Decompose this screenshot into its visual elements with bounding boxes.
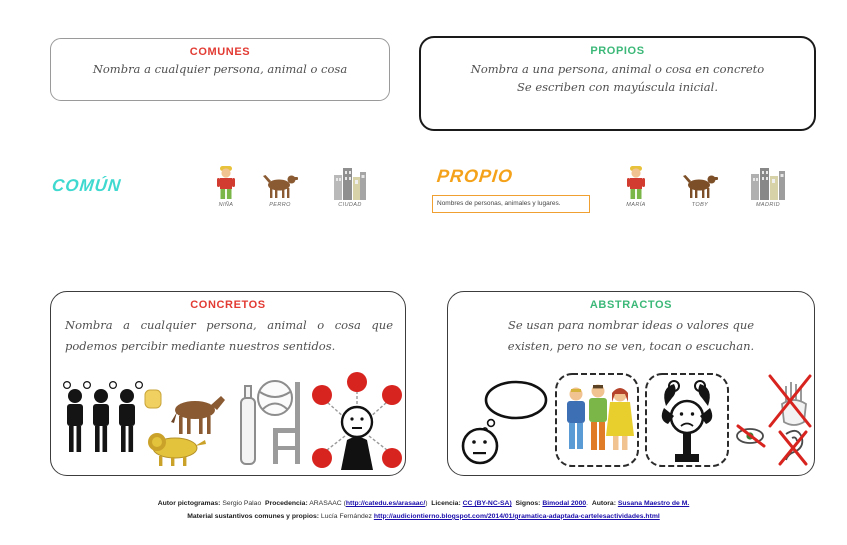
- animals-pictogram-icon: [143, 388, 231, 473]
- pictogram-caption: MARÍA: [626, 202, 646, 208]
- credit-label: Procedencia:: [265, 500, 308, 507]
- comun-example-nina: [198, 164, 254, 208]
- pictogram-caption: CIUDAD: [338, 202, 362, 208]
- propio-note-box: Nombres de personas, animales y lugares.: [432, 195, 590, 213]
- credit-value: ARASAAC (: [307, 500, 346, 507]
- propios-description-line2: Se escriben con mayúscula inicial.: [517, 79, 718, 94]
- concretos-title: CONCRETOS: [190, 299, 266, 311]
- credit-value: ): [425, 500, 432, 507]
- abstractos-title: ABSTRACTOS: [589, 299, 673, 311]
- comunes-description: Nombra a cualquier persona, animal o cosa: [92, 62, 348, 76]
- abstractos-description-line2: existen, pero no se ven, tocan o escuchan.: [507, 338, 755, 353]
- credits-line-1: [40, 498, 807, 511]
- propios-description-line1: Nombra a una persona, animal o cosa en concreto: [470, 62, 765, 76]
- arasaac-link[interactable]: http://catedu.es/arasaac/: [345, 500, 426, 507]
- propio-example-madrid: [740, 164, 796, 208]
- credit-label: Licencia:: [431, 500, 461, 507]
- credit-value: Sergio Palao: [220, 500, 266, 507]
- people-group-pictogram-icon: [59, 380, 143, 475]
- city-pictogram-icon: [322, 164, 378, 200]
- people-values-pictogram-icon: [554, 372, 640, 473]
- propio-label: PROPIO: [436, 166, 515, 186]
- propios-box: [419, 36, 816, 131]
- girl-pictogram-icon: [608, 164, 664, 200]
- concretos-box: [50, 291, 406, 476]
- propio-example-toby: [672, 164, 728, 208]
- dog-pictogram-icon: [672, 164, 728, 200]
- propio-example-maria: [608, 164, 664, 208]
- objects-pictogram-icon: [233, 376, 311, 475]
- abstractos-box: [447, 291, 815, 476]
- bimodal-link[interactable]: Bimodal 2000: [542, 500, 587, 507]
- credit-value: .: [586, 500, 592, 507]
- propios-title: PROPIOS: [590, 45, 645, 57]
- credits-footer: [40, 498, 807, 524]
- girl-pictogram-icon: [198, 164, 254, 200]
- pictogram-caption: PERRO: [269, 202, 291, 208]
- pictogram-caption: NIÑA: [218, 202, 234, 208]
- pictogram-caption: TOBY: [691, 202, 709, 208]
- abstractos-description-line1: Se usan para nombrar ideas o valores que: [507, 318, 755, 332]
- five-senses-pictogram-icon: [311, 370, 403, 475]
- credit-label: Autor pictogramas:: [157, 500, 221, 507]
- pictogram-caption: MADRID: [755, 202, 781, 208]
- concretos-description: Nombra a cualquier persona, animal o cosa que podemos percibir mediante nuestros sentidos.: [65, 318, 393, 353]
- comun-example-perro: [252, 164, 308, 208]
- credit-label: Signos:: [515, 500, 541, 507]
- credit-label: Autora:: [591, 500, 616, 507]
- idea-speech-bubble-pictogram-icon: [458, 376, 550, 473]
- comunes-box: [50, 38, 390, 101]
- credits-line-2: [40, 511, 807, 524]
- comunes-title: COMUNES: [189, 46, 251, 58]
- credit-label: Material sustantivos comunes y propios:: [187, 512, 320, 520]
- license-link[interactable]: CC (BY-NC-SA): [462, 500, 512, 507]
- credit-value: Lucía Fernández: [319, 512, 374, 520]
- material-link[interactable]: http://audiciontierno.blogspot.com/2014/01/gramatica-adaptada-cartelesactividades.html: [373, 512, 660, 520]
- comun-label: COMÚN: [51, 176, 123, 195]
- worry-figure-pictogram-icon: [644, 372, 730, 473]
- dog-pictogram-icon: [252, 164, 308, 200]
- not-see-touch-hear-pictogram-icon: [734, 374, 812, 473]
- comun-example-ciudad: [322, 164, 378, 208]
- city-pictogram-icon: [740, 164, 796, 200]
- autora-link[interactable]: Susana Maestro de M.: [617, 500, 690, 507]
